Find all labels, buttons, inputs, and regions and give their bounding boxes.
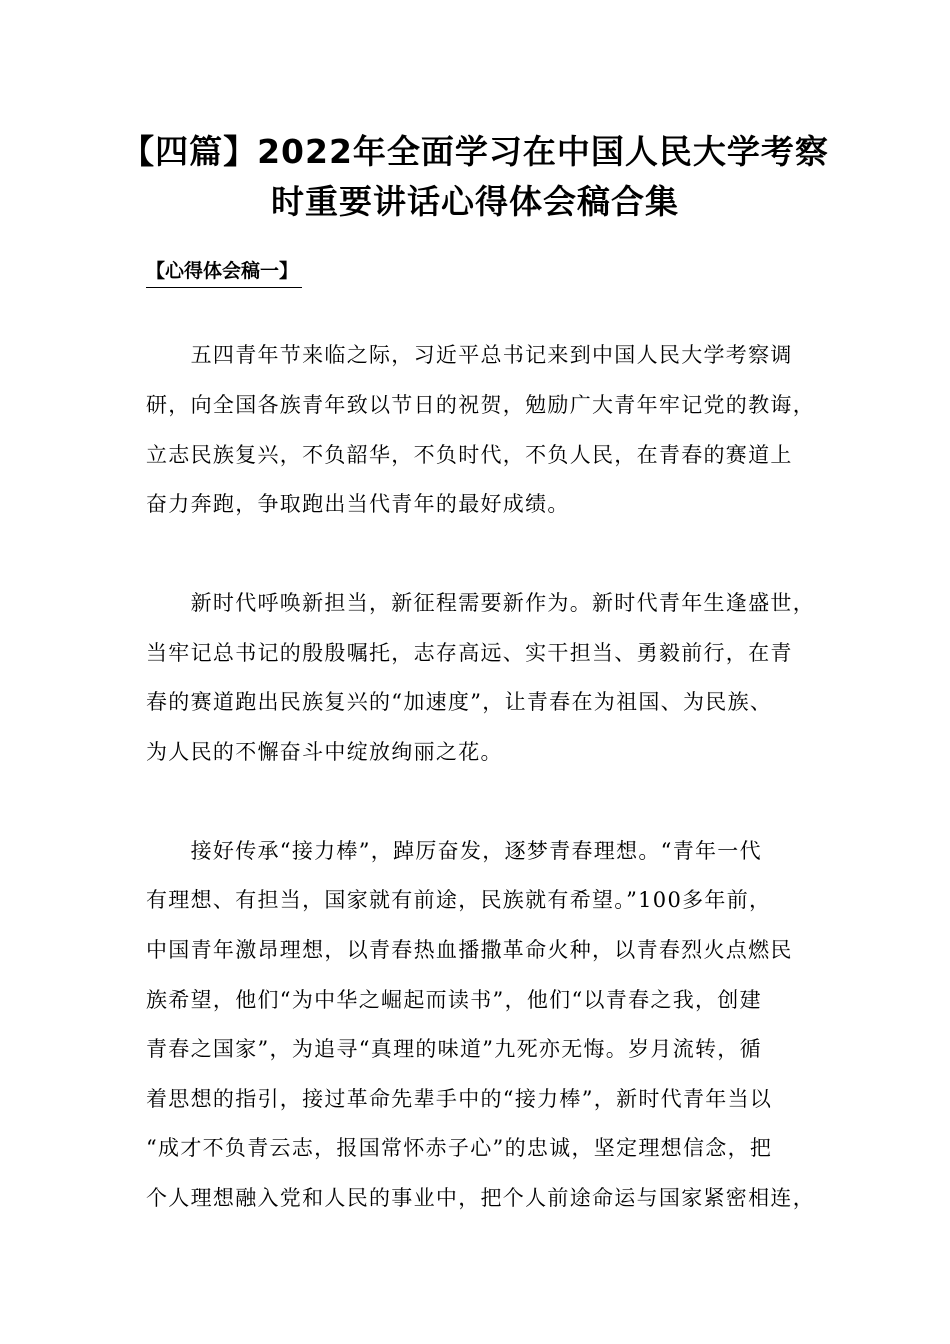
paragraph-1-line-1: 五四青年节来临之际，习近平总书记来到中国人民大学考察调	[146, 343, 793, 367]
paragraph-3-line-6: 着思想的指引，接过革命先辈手中的“接力棒”，新时代青年当以	[146, 1087, 773, 1111]
document-title-line-1: 【四篇】2022年全面学习在中国人民大学考察	[121, 132, 829, 171]
paragraph-1-line-2: 研，向全国各族青年致以节日的祝贺，勉励广大青年牢记党的教诲，	[146, 393, 815, 417]
paragraph-3-line-7: “成才不负青云志，报国常怀赤子心”的忠诚，坚定理想信念，把	[146, 1136, 773, 1160]
paragraph-3-line-1: 接好传承“接力棒”，踔厉奋发，逐梦青春理想。“青年一代	[146, 839, 762, 863]
paragraph-2-line-1: 新时代呼唤新担当，新征程需要新作为。新时代青年生逢盛世，	[146, 591, 815, 615]
paragraph-3-line-3: 中国青年激昂理想，以青春热血播撒革命火种，以青春烈火点燃民	[146, 938, 793, 962]
paragraph-3-line-8: 个人理想融入党和人民的事业中，把个人前途命运与国家紧密相连，	[146, 1186, 815, 1210]
paragraph-2-line-4: 为人民的不懈奋斗中绽放绚丽之花。	[146, 740, 503, 764]
paragraph-3-line-2: 有理想、有担当，国家就有前途，民族就有希望。”100多年前，	[146, 888, 772, 912]
paragraph-2-line-2: 当牢记总书记的殷殷嘱托，志存高远、实干担当、勇毅前行，在青	[146, 641, 793, 665]
paragraph-3-line-4: 族希望，他们“为中华之崛起而读书”，他们“以青春之我，创建	[146, 988, 762, 1012]
section-heading: 【心得体会稿一】	[146, 258, 302, 288]
paragraph-1-line-3: 立志民族复兴，不负韶华，不负时代，不负人民，在青春的赛道上	[146, 443, 793, 467]
paragraph-3-line-5: 青春之国家”，为追寻“真理的味道”九死亦无悔。岁月流转，循	[146, 1037, 762, 1061]
paragraph-1-line-4: 奋力奔跑，争取跑出当代青年的最好成绩。	[146, 492, 570, 516]
document-title-line-2: 时重要讲话心得体会稿合集	[271, 182, 679, 221]
paragraph-2-line-3: 春的赛道跑出民族复兴的“加速度”，让青春在为祖国、为民族、	[146, 690, 773, 714]
